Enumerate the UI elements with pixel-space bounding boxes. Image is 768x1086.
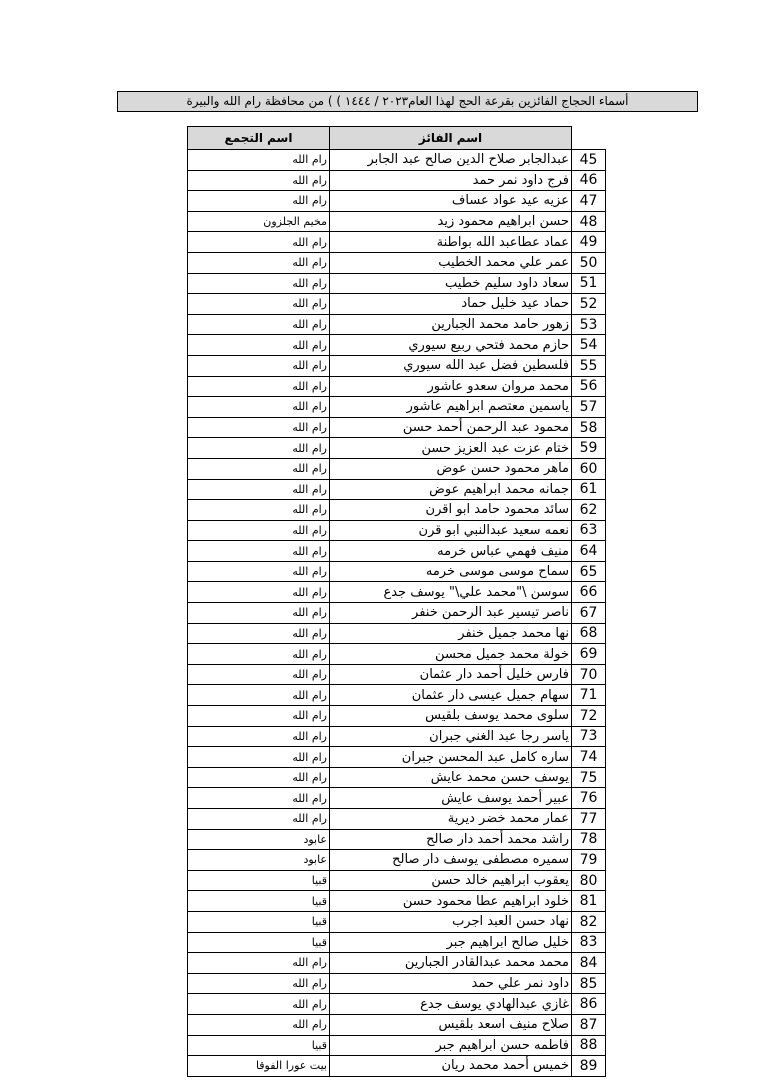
winner-name: جمانه محمد ابراهيم عوض: [330, 479, 572, 500]
table-row: [188, 479, 606, 500]
row-number: 48: [572, 211, 606, 232]
row-number: 57: [572, 397, 606, 418]
winner-name: ياسمين معتصم ابراهيم عاشور: [330, 397, 572, 418]
row-number: 59: [572, 438, 606, 459]
winner-name: سماح موسى موسى خرمه: [330, 561, 572, 582]
header-gathering-place: اسم التجمع: [188, 127, 330, 150]
table-row: [188, 788, 606, 809]
table-row: [188, 561, 606, 582]
table-row: [188, 911, 606, 932]
winner-name: عمر علي محمد الخطيب: [330, 252, 572, 273]
row-number: 62: [572, 500, 606, 521]
winner-name: حماد عيد خليل حماد: [330, 294, 572, 315]
gathering-place: رام الله: [188, 397, 330, 418]
row-number: 58: [572, 417, 606, 438]
header-number: [572, 127, 606, 150]
winner-name: صلاح منيف اسعد بلقيس: [330, 1014, 572, 1035]
row-number: 80: [572, 870, 606, 891]
row-number: 87: [572, 1014, 606, 1035]
row-number: 81: [572, 891, 606, 912]
gathering-place: عابود: [188, 829, 330, 850]
winner-name: سعاد داود سليم خطيب: [330, 273, 572, 294]
gathering-place: رام الله: [188, 953, 330, 974]
winner-name: ساره كامل عبد المحسن جبران: [330, 747, 572, 768]
table-row: [188, 541, 606, 562]
page-title: أسماء الحجاج الفائزين بقرعة الحج لهذا العام٢٠٢٣ / ١٤٤٤ ) ) من محافظة رام الله والبيرة: [117, 91, 698, 112]
row-number: 53: [572, 314, 606, 335]
row-number: 88: [572, 1035, 606, 1056]
row-number: 60: [572, 458, 606, 479]
winner-name: سوسن \"محمد علي\" يوسف جدع: [330, 582, 572, 603]
winner-name: فاطمه حسن ابراهيم جبر: [330, 1035, 572, 1056]
winner-name: ياسر رجا عبد الغني جبران: [330, 726, 572, 747]
row-number: 70: [572, 664, 606, 685]
gathering-place: قبيا: [188, 870, 330, 891]
gathering-place: رام الله: [188, 623, 330, 644]
winners-table: [187, 126, 606, 1077]
winner-name: سهام جميل عيسى دار عثمان: [330, 685, 572, 706]
table-row: [188, 294, 606, 315]
row-number: 72: [572, 706, 606, 727]
gathering-place: رام الله: [188, 500, 330, 521]
row-number: 82: [572, 911, 606, 932]
table-row: [188, 335, 606, 356]
table-row: [188, 1014, 606, 1035]
winner-name: يعقوب ابراهيم خالد حسن: [330, 870, 572, 891]
row-number: 77: [572, 809, 606, 830]
table-row: [188, 417, 606, 438]
table-row: [188, 438, 606, 459]
row-number: 56: [572, 376, 606, 397]
winner-name: عمار محمد خضر ديرية: [330, 809, 572, 830]
gathering-place: رام الله: [188, 994, 330, 1015]
table-header-row: [188, 127, 606, 150]
gathering-place: رام الله: [188, 376, 330, 397]
gathering-place: رام الله: [188, 788, 330, 809]
row-number: 85: [572, 973, 606, 994]
row-number: 75: [572, 767, 606, 788]
row-number: 68: [572, 623, 606, 644]
gathering-place: رام الله: [188, 809, 330, 830]
row-number: 45: [572, 150, 606, 171]
gathering-place: رام الله: [188, 973, 330, 994]
table-row: [188, 603, 606, 624]
gathering-place: رام الله: [188, 685, 330, 706]
winner-name: حسن ابراهيم محمود زيد: [330, 211, 572, 232]
winner-name: محمود عبد الرحمن أحمد حسن: [330, 417, 572, 438]
table-row: [188, 953, 606, 974]
table-row: [188, 623, 606, 644]
gathering-place: رام الله: [188, 726, 330, 747]
gathering-place: رام الله: [188, 644, 330, 665]
row-number: 52: [572, 294, 606, 315]
gathering-place: رام الله: [188, 706, 330, 727]
gathering-place: قبيا: [188, 891, 330, 912]
table-row: [188, 376, 606, 397]
table-row: [188, 273, 606, 294]
table-row: [188, 994, 606, 1015]
gathering-place: رام الله: [188, 561, 330, 582]
winner-name: زهور حامد محمد الجبارين: [330, 314, 572, 335]
winner-name: سميره مصطفى يوسف دار صالح: [330, 850, 572, 871]
gathering-place: رام الله: [188, 150, 330, 171]
gathering-place: مخيم الجلزون: [188, 211, 330, 232]
winner-name: ماهر محمود حسن عوض: [330, 458, 572, 479]
table-row: [188, 500, 606, 521]
table-row: [188, 252, 606, 273]
row-number: 50: [572, 252, 606, 273]
table-row: [188, 767, 606, 788]
gathering-place: رام الله: [188, 355, 330, 376]
row-number: 69: [572, 644, 606, 665]
row-number: 74: [572, 747, 606, 768]
winner-name: خولة محمد جميل محسن: [330, 644, 572, 665]
table-row: [188, 314, 606, 335]
row-number: 47: [572, 191, 606, 212]
gathering-place: رام الله: [188, 520, 330, 541]
gathering-place: قبيا: [188, 932, 330, 953]
row-number: 73: [572, 726, 606, 747]
row-number: 65: [572, 561, 606, 582]
gathering-place: رام الله: [188, 335, 330, 356]
gathering-place: رام الله: [188, 170, 330, 191]
table-row: [188, 747, 606, 768]
gathering-place: رام الله: [188, 582, 330, 603]
gathering-place: رام الله: [188, 479, 330, 500]
row-number: 61: [572, 479, 606, 500]
gathering-place: رام الله: [188, 294, 330, 315]
gathering-place: رام الله: [188, 314, 330, 335]
table-row: [188, 809, 606, 830]
winner-name: محمد محمد عبدالقادر الجبارين: [330, 953, 572, 974]
winner-name: نهاد حسن العبد اجرب: [330, 911, 572, 932]
winner-name: راشد محمد أحمد دار صالح: [330, 829, 572, 850]
row-number: 66: [572, 582, 606, 603]
gathering-place: رام الله: [188, 458, 330, 479]
row-number: 46: [572, 170, 606, 191]
table-row: [188, 170, 606, 191]
gathering-place: رام الله: [188, 273, 330, 294]
gathering-place: رام الله: [188, 664, 330, 685]
gathering-place: رام الله: [188, 603, 330, 624]
gathering-place: قبيا: [188, 911, 330, 932]
winner-name: غازي عبدالهادي يوسف جدع: [330, 994, 572, 1015]
winner-name: سلوى محمد يوسف بلقيس: [330, 706, 572, 727]
gathering-place: رام الله: [188, 1014, 330, 1035]
row-number: 51: [572, 273, 606, 294]
winner-name: عزيه عيد عواد عساف: [330, 191, 572, 212]
table-row: [188, 397, 606, 418]
row-number: 67: [572, 603, 606, 624]
winner-name: حازم محمد فتحي ربيع سيوري: [330, 335, 572, 356]
winner-name: خليل صالح ابراهيم جبر: [330, 932, 572, 953]
gathering-place: بيت عورا الفوقا: [188, 1056, 330, 1077]
gathering-place: رام الله: [188, 191, 330, 212]
table-row: [188, 232, 606, 253]
winner-name: عبدالجابر صلاح الدين صالح عبد الجابر: [330, 150, 572, 171]
row-number: 79: [572, 850, 606, 871]
row-number: 64: [572, 541, 606, 562]
row-number: 55: [572, 355, 606, 376]
table-row: [188, 850, 606, 871]
table-row: [188, 829, 606, 850]
table-row: [188, 870, 606, 891]
table-row: [188, 706, 606, 727]
winner-name: فلسطين فضل عبد الله سيوري: [330, 355, 572, 376]
winner-name: داود نمر علي حمد: [330, 973, 572, 994]
gathering-place: رام الله: [188, 417, 330, 438]
table-row: [188, 1035, 606, 1056]
winner-name: عماد عطاعبد الله بواطنة: [330, 232, 572, 253]
row-number: 54: [572, 335, 606, 356]
row-number: 84: [572, 953, 606, 974]
row-number: 71: [572, 685, 606, 706]
gathering-place: رام الله: [188, 767, 330, 788]
winner-name: سائد محمود حامد ابو اقرن: [330, 500, 572, 521]
row-number: 78: [572, 829, 606, 850]
winner-name: عبير أحمد يوسف عايش: [330, 788, 572, 809]
winner-name: نعمه سعيد عبدالنبي ابو قرن: [330, 520, 572, 541]
table-row: [188, 644, 606, 665]
row-number: 89: [572, 1056, 606, 1077]
table-row: [188, 520, 606, 541]
row-number: 83: [572, 932, 606, 953]
gathering-place: عابود: [188, 850, 330, 871]
table-row: [188, 685, 606, 706]
table-row: [188, 664, 606, 685]
table-row: [188, 191, 606, 212]
gathering-place: رام الله: [188, 747, 330, 768]
winner-name: منيف فهمي عباس خرمه: [330, 541, 572, 562]
gathering-place: رام الله: [188, 541, 330, 562]
row-number: 49: [572, 232, 606, 253]
winner-name: فارس خليل أحمد دار عثمان: [330, 664, 572, 685]
table-row: [188, 932, 606, 953]
winner-name: خلود ابراهيم عطا محمود حسن: [330, 891, 572, 912]
table-row: [188, 211, 606, 232]
winner-name: نها محمد جميل خنفر: [330, 623, 572, 644]
gathering-place: رام الله: [188, 438, 330, 459]
header-winner-name: اسم الفائز: [330, 127, 572, 150]
winner-name: خميس أحمد محمد ريان: [330, 1056, 572, 1077]
winner-name: ختام عزت عبد العزيز حسن: [330, 438, 572, 459]
table-row: [188, 726, 606, 747]
winner-name: يوسف حسن محمد عايش: [330, 767, 572, 788]
table-row: [188, 582, 606, 603]
table-row: [188, 891, 606, 912]
table-row: [188, 355, 606, 376]
winner-name: ناصر تيسير عبد الرحمن خنفر: [330, 603, 572, 624]
gathering-place: رام الله: [188, 252, 330, 273]
table-row: [188, 1056, 606, 1077]
row-number: 86: [572, 994, 606, 1015]
table-row: [188, 458, 606, 479]
winner-name: محمد مروان سعدو عاشور: [330, 376, 572, 397]
row-number: 76: [572, 788, 606, 809]
winner-name: فرج داود نمر حمد: [330, 170, 572, 191]
gathering-place: قبيا: [188, 1035, 330, 1056]
table-row: [188, 973, 606, 994]
table-row: [188, 150, 606, 171]
gathering-place: رام الله: [188, 232, 330, 253]
row-number: 63: [572, 520, 606, 541]
